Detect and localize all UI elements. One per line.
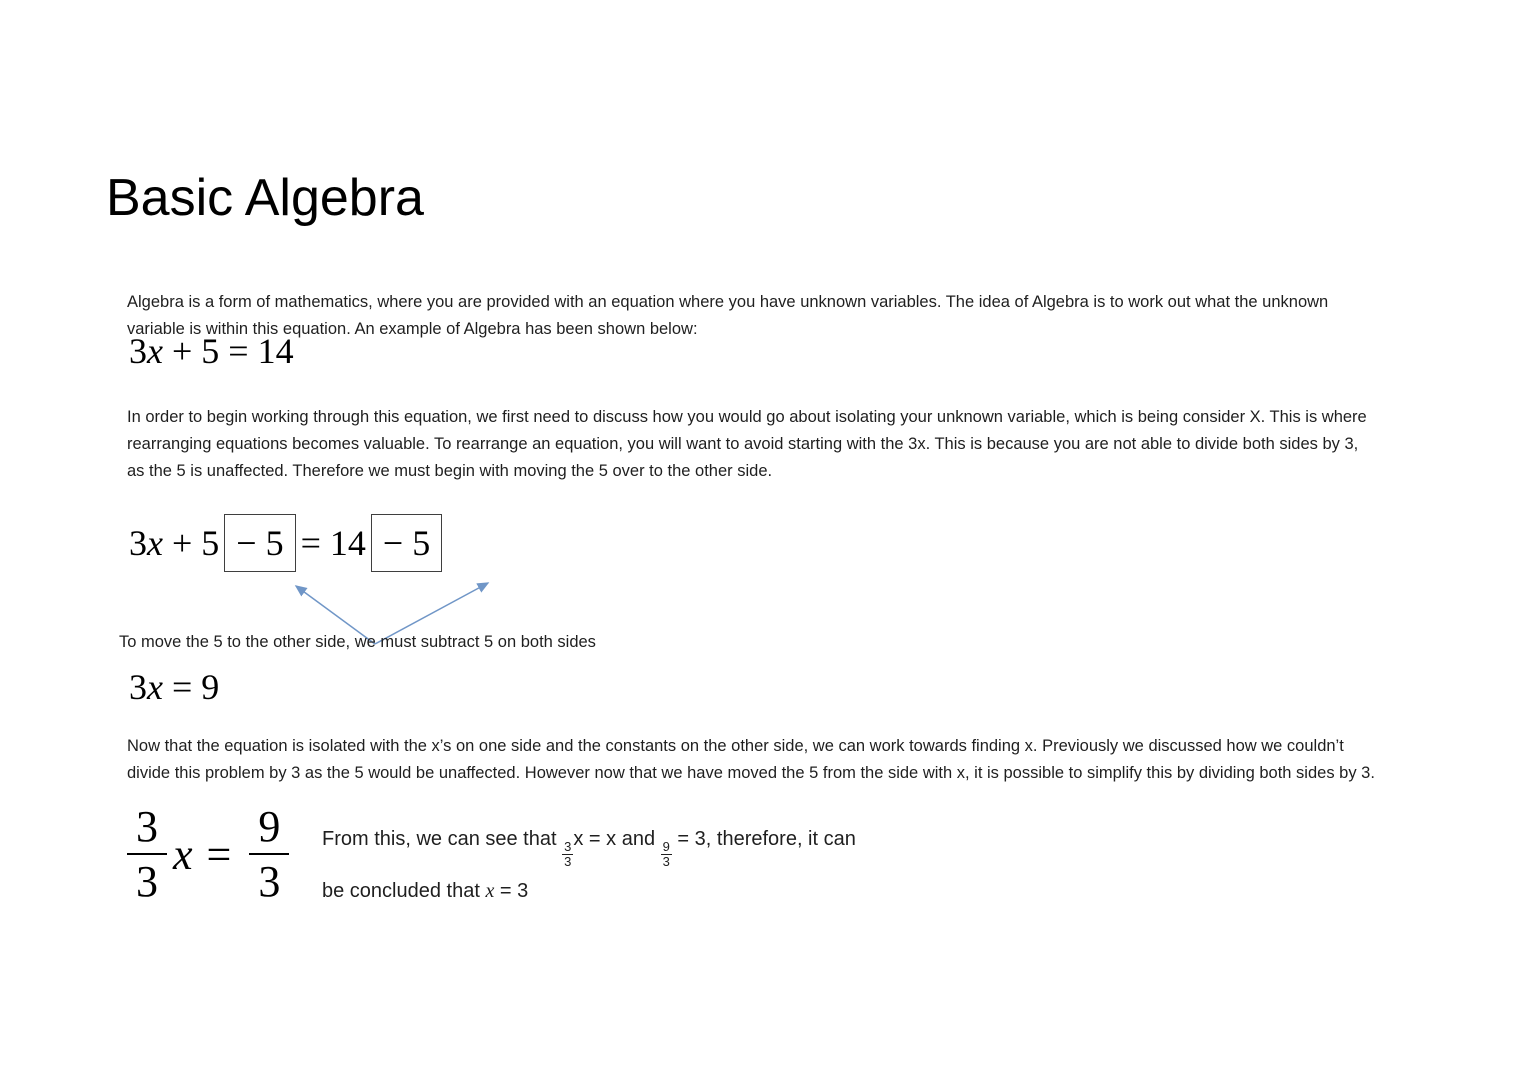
conclusion-line-1 — [322, 818, 1062, 870]
inline-frac2-num: 9 — [662, 839, 670, 854]
conclusion-line2-pre: be concluded that — [322, 879, 486, 902]
inline-frac2-den: 3 — [662, 854, 670, 870]
eq2-variable: x — [147, 523, 163, 563]
eq1-variable: x — [147, 331, 163, 371]
conclusion-line2-post: = 3 — [494, 879, 529, 902]
final-equals-sign: = — [206, 829, 232, 879]
conclusion-text — [322, 818, 1062, 912]
eq2-equals-fourteen: = 14 — [300, 523, 366, 563]
eq2-plus-five: + 5 — [162, 523, 220, 563]
subtract-box-right: − 5 — [371, 514, 442, 572]
equation-example — [129, 330, 294, 372]
eq3-variable: x — [147, 667, 163, 707]
fraction-left-denominator: 3 — [136, 857, 158, 907]
fraction-right — [249, 802, 289, 907]
eq1-rest: + 5 = 14 — [162, 331, 294, 371]
eq3-coefficient: 3 — [129, 667, 147, 707]
fraction-left-numerator: 3 — [127, 802, 167, 855]
rearranging-paragraph: In order to begin working through this equation, we first need to discuss how you would go about isolating your unknown variable, which is being consider X. This is where rearranging equations becomes valuable. To rearrange an equation, you will want to avoid starting with the 3x. This is because you are not able to divide both sides by 3, as the 5 is unaffected. Therefore we must begin with moving the 5 over to the other side. — [127, 407, 1367, 480]
conclusion-line-2 — [322, 870, 1062, 912]
conclusion-part2: x = x and — [573, 828, 661, 850]
final-variable: x — [173, 829, 193, 879]
subtract-box-left: − 5 — [224, 514, 295, 572]
equation-subtract-five — [129, 514, 447, 572]
intro-paragraph: Algebra is a form of mathematics, where you are provided with an equation where you have unknown variables. The idea of Algebra is to work out what the unknown variable is within this equation. An example of Algebra has been shown below: — [127, 292, 1329, 338]
eq2-coefficient: 3 — [129, 523, 147, 563]
conclusion-line2-variable: x — [485, 879, 495, 902]
fraction-left — [127, 802, 167, 907]
page-title: Basic Algebra — [106, 169, 424, 227]
eq3-rest: = 9 — [162, 667, 220, 707]
equation-simplified — [129, 666, 219, 708]
inline-frac1-num: 3 — [564, 839, 572, 854]
subtract-caption: To move the 5 to the other side, we must subtract 5 on both sides — [119, 633, 596, 651]
divide-paragraph: Now that the equation is isolated with the x’s on one side and the constants on the other side, we can work towards finding x. Previously we discussed how we couldn’t divide this problem by 3 as the 5 would be unaffected. However now that we have moved the 5 from the side with x, it is possible to simplify this by dividing both sides by 3. — [127, 736, 1375, 782]
equation-divide-by-three — [127, 802, 289, 907]
inline-fraction-left — [562, 840, 573, 870]
conclusion-part1: From this, we can see that — [322, 828, 563, 850]
eq1-coefficient: 3 — [129, 331, 147, 371]
conclusion-part3: = 3, therefore, it can — [671, 828, 856, 850]
inline-fraction-right — [661, 840, 672, 870]
inline-frac1-den: 3 — [564, 854, 572, 870]
fraction-right-numerator: 9 — [249, 802, 289, 855]
fraction-right-denominator: 3 — [258, 857, 281, 907]
